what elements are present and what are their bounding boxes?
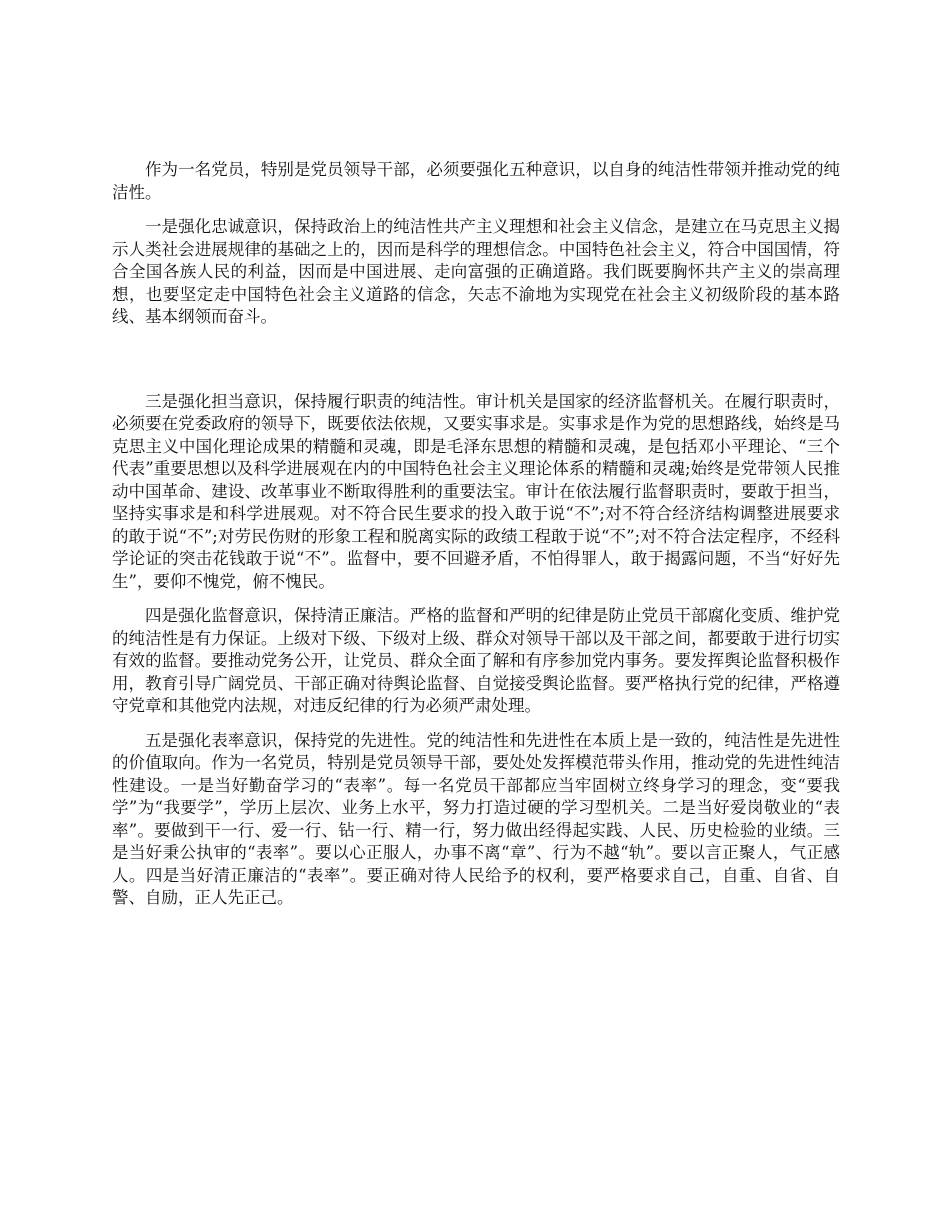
paragraph-gap xyxy=(112,341,840,391)
loyalty-paragraph: 一是强化忠诚意识，保持政治上的纯洁性共产主义理想和社会主义信念，是建立在马克思主义揭示人类社会进展规律的基础之上的，因而是科学的理想信念。中国特色社会主义，符合中国国情，符合全国各族人民的利益，因而是中国进展、走向富强的正确道路。我们既要胸怀共产主义的崇高理想，也要坚定走中国特色社会主义道路的信念，矢志不渝地为实现党在社会主义初级阶段的基本路线、基本纲领而奋斗。 xyxy=(112,217,840,326)
intro-paragraph: 作为一名党员，特别是党员领导干部，必须要强化五种意识，以自身的纯洁性带领并推动党的纯洁性。 xyxy=(112,160,840,202)
supervision-paragraph: 四是强化监督意识，保持清正廉洁。严格的监督和严明的纪律是防止党员干部腐化变质、维护党的纯洁性是有力保证。上级对下级、下级对上级、群众对领导干部以及干部之间，都要敢于进行切实有效的监督。要推动党务公开，让党员、群众全面了解和有序参加党内事务。要发挥舆论监督积极作用，教育引导广阔党员、干部正确对待舆论监督、自觉接受舆论监督。要严格执行党的纪律，严格遵守党章和其他党内法规，对违反纪律的行为必须严肃处理。 xyxy=(112,606,840,715)
responsibility-paragraph: 三是强化担当意识，保持履行职责的纯洁性。审计机关是国家的经济监督机关。在履行职责时，必须要在党委政府的领导下，既要依法依规，又要实事求是。实事求是作为党的思想路线，始终是马克思主义中国化理论成果的精髓和灵魂，即是毛泽东思想的精髓和灵魂，是包括邓小平理论、“三个代表”重要思想以及科学进展观在内的中国特色社会主义理论体系的精髓和灵魂;始终是党带领人民推动中国革命、建设、改革事业不断取得胜利的重要法宝。审计在依法履行监督职责时，要敢于担当，坚持实事求是和科学进展观。对不符合民生要求的投入敢于说“不”;对不符合经济结构调整进展要求的敢于说“不”;对劳民伤财的形象工程和脱离实际的政绩工程敢于说“不”;对不符合法定程序，不经科学论证的突击花钱敢于说“不”。监督中，要不回避矛盾，不怕得罪人，敢于揭露问题，不当“好好先生”，要仰不愧党，俯不愧民。 xyxy=(112,391,840,591)
document-body xyxy=(112,159,840,922)
exemplar-paragraph: 五是强化表率意识，保持党的先进性。党的纯洁性和先进性在本质上是一致的，纯洁性是先进性的价值取向。作为一名党员，特别是党员领导干部，要处处发挥模范带头作用，推动党的先进性纯洁性建设。一是当好勤奋学习的“表率”。每一名党员干部都应当牢固树立终身学习的理念，变“要我学”为“我要学”，学历上层次、业务上水平，努力打造过硬的学习型机关。二是当好爱岗敬业的“表率”。要做到干一行、爱一行、钻一行、精一行，努力做出经得起实践、人民、历史检验的业绩。三是当好秉公执审的“表率”。要以心正服人，办事不离“章”、行为不越“轨”。要以言正聚人，气正感人。四是当好清正廉洁的“表率”。要正确对待人民给予的权利，要严格要求自己，自重、自省、自警、自励，正人先正己。 xyxy=(112,730,840,907)
